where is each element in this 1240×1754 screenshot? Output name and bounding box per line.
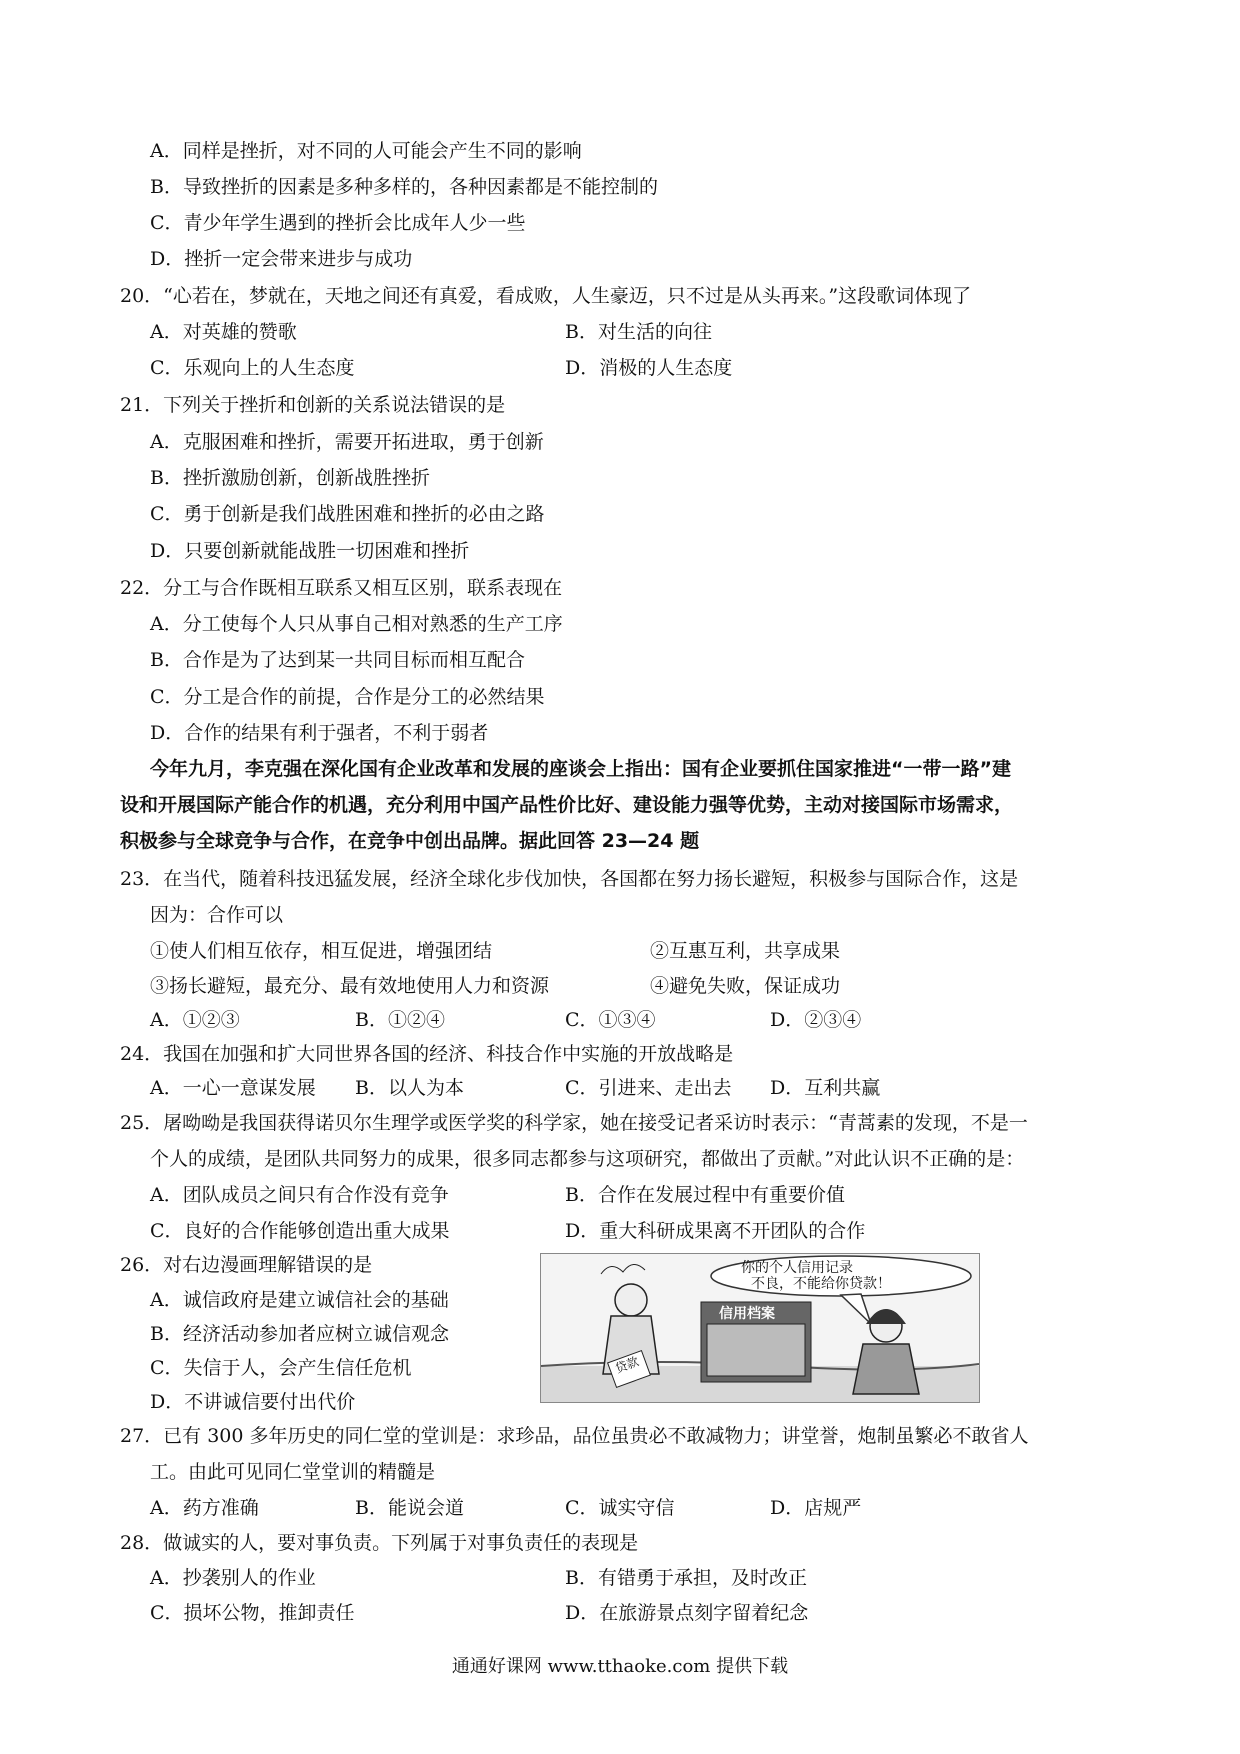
q26-option-d: D．不讲诚信要付出代价	[150, 1391, 356, 1413]
q20-option-c: C．乐观向上的人生态度	[150, 357, 355, 379]
passage-line-3: 积极参与全球竞争与合作，在竞争中创出品牌。据此回答 23—24 题	[120, 830, 700, 852]
cartoon-bubble-line-2: 不良，不能给你贷款！	[751, 1276, 891, 1292]
q28-option-d: D．在旅游景点刻字留着纪念	[565, 1602, 809, 1624]
q25-option-b: B．合作在发展过程中有重要价值	[565, 1184, 845, 1206]
q23-option-d: D．②③④	[770, 1009, 862, 1031]
passage-line-1: 今年九月，李克强在深化国有企业改革和发展的座谈会上指出：国有企业要抓住国家推进“一带一路”建	[150, 758, 1011, 780]
q26-stem: 26．对右边漫画理解错误的是	[120, 1254, 373, 1276]
q22-option-b: B．合作是为了达到某一共同目标而相互配合	[150, 649, 525, 671]
credit-cartoon	[540, 1253, 980, 1403]
q23-item-3: ③扬长避短，最充分、最有效地使用人力和资源	[150, 975, 550, 997]
q23-item-1: ①使人们相互依存，相互促进，增强团结	[150, 940, 493, 962]
q23-option-b: B．①②④	[355, 1009, 445, 1031]
q28-option-a: A．抄袭别人的作业	[150, 1567, 316, 1589]
q21-option-a: A．克服困难和挫折，需要开拓进取，勇于创新	[150, 431, 544, 453]
q25-option-c: C．良好的合作能够创造出重大成果	[150, 1220, 450, 1242]
q20-option-d: D．消极的人生态度	[565, 357, 733, 379]
q22-option-d: D．合作的结果有利于强者，不利于弱者	[150, 722, 489, 744]
cartoon-bubble-line-1: 你的个人信用记录	[741, 1260, 853, 1276]
q21-option-b: B．挫折激励创新，创新战胜挫折	[150, 467, 430, 489]
q22-option-a: A．分工使每个人只从事自己相对熟悉的生产工序	[150, 613, 563, 635]
q25-option-a: A．团队成员之间只有合作没有竞争	[150, 1184, 449, 1206]
q25-stem-1: 25．屠呦呦是我国获得诺贝尔生理学或医学奖的科学家，她在接受记者采访时表示：“青蒿素的发现，不是一	[120, 1112, 1028, 1134]
q26-option-b: B．经济活动参加者应树立诚信观念	[150, 1323, 449, 1345]
q23-item-2: ②互惠互利，共享成果	[650, 940, 841, 962]
q27-option-a: A．药方准确	[150, 1497, 259, 1519]
q20-option-a: A．对英雄的赞歌	[150, 321, 297, 343]
q24-stem: 24．我国在加强和扩大同世界各国的经济、科技合作中实施的开放战略是	[120, 1043, 734, 1065]
q28-option-c: C．损坏公物，推卸责任	[150, 1602, 355, 1624]
q26-option-a: A．诚信政府是建立诚信社会的基础	[150, 1289, 449, 1311]
cartoon-sign-label: 信用档案	[719, 1306, 775, 1322]
q21-option-c: C．勇于创新是我们战胜困难和挫折的必由之路	[150, 503, 545, 525]
q27-stem-1: 27．已有 300 多年历史的同仁堂的堂训是：求珍品，品位虽贵必不敢减物力；讲堂誉，炮制虽繁必不敢省人	[120, 1425, 1029, 1447]
q27-option-d: D．店规严	[770, 1497, 862, 1519]
page-footer: 通通好课网 www.tthaoke.com 提供下载	[451, 1656, 789, 1677]
q22-option-c: C．分工是合作的前提，合作是分工的必然结果	[150, 686, 545, 708]
q25-stem-2: 个人的成绩，是团队共同努力的成果，很多同志都参与这项研究，都做出了贡献。”对此认识不正确的是：	[150, 1148, 1025, 1170]
q22-stem: 22．分工与合作既相互联系又相互区别，联系表现在	[120, 577, 563, 599]
q28-stem: 28．做诚实的人，要对事负责。下列属于对事负责任的表现是	[120, 1532, 639, 1554]
q24-option-b: B．以人为本	[355, 1077, 464, 1099]
q27-option-b: B．能说会道	[355, 1497, 464, 1519]
q27-stem-2: 工。由此可见同仁堂堂训的精髓是	[150, 1461, 436, 1483]
q19-option-b: B．导致挫折的因素是多种多样的，各种因素都是不能控制的	[150, 176, 658, 198]
q21-stem: 21．下列关于挫折和创新的关系说法错误的是	[120, 394, 506, 416]
q25-option-d: D．重大科研成果离不开团队的合作	[565, 1220, 866, 1242]
passage-line-2: 设和开展国际产能合作的机遇，充分利用中国产品性价比好、建设能力强等优势，主动对接国际市场需求，	[120, 794, 1014, 816]
q28-option-b: B．有错勇于承担，及时改正	[565, 1567, 807, 1589]
q24-option-c: C．引进来、走出去	[565, 1077, 732, 1099]
q23-option-a: A．①②③	[150, 1009, 240, 1031]
q23-stem-2: 因为：合作可以	[150, 904, 284, 926]
q23-item-4: ④避免失败，保证成功	[650, 975, 841, 997]
q20-stem: 20．“心若在，梦就在，天地之间还有真爱，看成败，人生豪迈，只不过是从头再来。”这段歌词体现了	[120, 285, 972, 307]
q23-stem-1: 23．在当代，随着科技迅猛发展，经济全球化步伐加快，各国都在努力扬长避短，积极参与国际合作，这是	[120, 868, 1019, 890]
cartoon-tag-label: 贷款	[613, 1354, 641, 1376]
q24-option-a: A．一心一意谋发展	[150, 1077, 316, 1099]
q26-option-c: C．失信于人，会产生信任危机	[150, 1357, 412, 1379]
q27-option-c: C．诚实守信	[565, 1497, 675, 1519]
q19-option-a: A．同样是挫折，对不同的人可能会产生不同的影响	[150, 140, 582, 162]
q19-option-d: D．挫折一定会带来进步与成功	[150, 248, 413, 270]
q23-option-c: C．①③④	[565, 1009, 656, 1031]
q21-option-d: D．只要创新就能战胜一切困难和挫折	[150, 540, 470, 562]
q19-option-c: C．青少年学生遇到的挫折会比成年人少一些	[150, 212, 526, 234]
q20-option-b: B．对生活的向往	[565, 321, 712, 343]
q24-option-d: D．互利共赢	[770, 1077, 881, 1099]
